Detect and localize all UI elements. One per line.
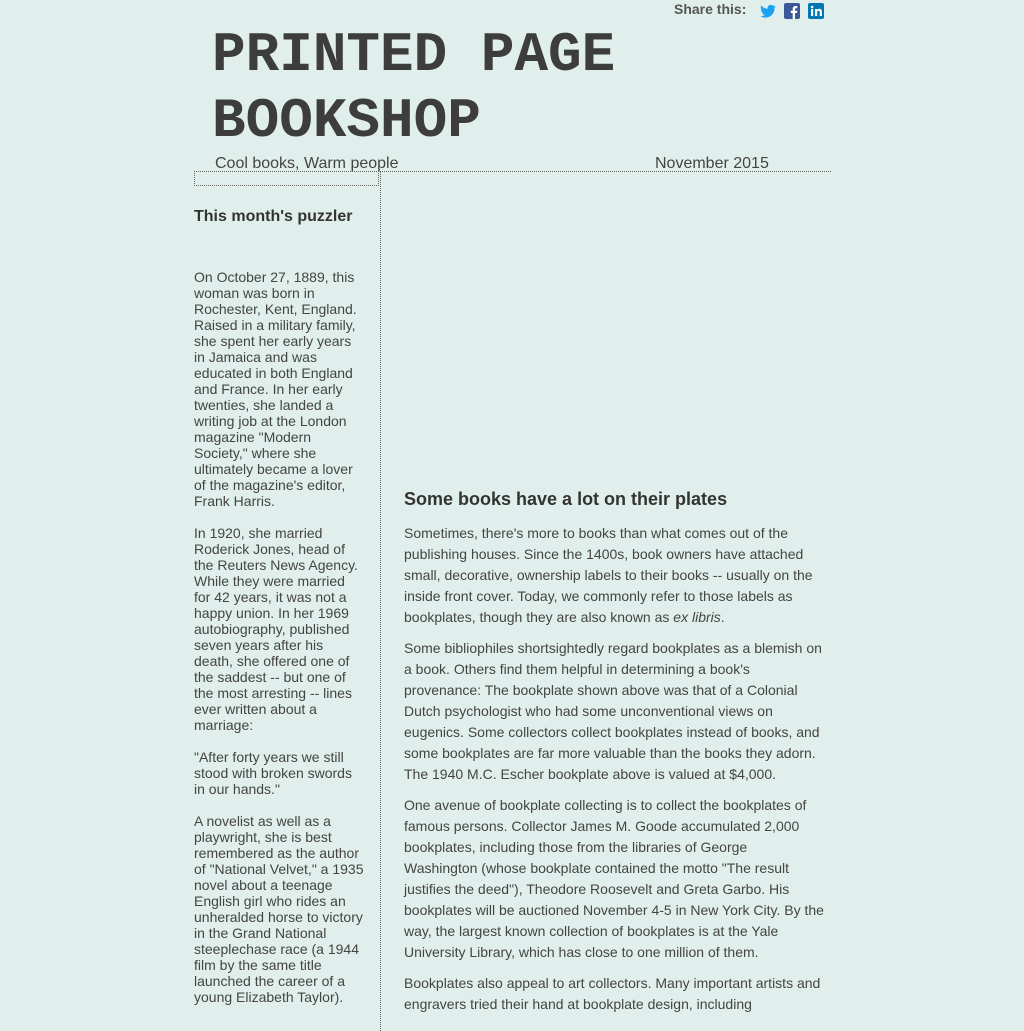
puzzler-paragraph: A novelist as well as a playwright, she is best remembered as the author of "National Velvet," a 1935 novel about a teenage English girl who rides an unheralded horse to victory in the Grand National steeplechase race (a 1944 film by the same title launched the career of a young Elizabeth Taylor). — [194, 813, 364, 1005]
site-title: PRINTED PAGE BOOKSHOP — [212, 23, 649, 153]
issue-date: November 2015 — [655, 155, 769, 172]
article-paragraph — [404, 523, 824, 628]
puzzler-heading: This month's puzzler — [194, 208, 353, 225]
puzzler-quote: "After forty years we still stood with broken swords in our hands." — [194, 749, 352, 797]
sidebar-divider — [380, 171, 381, 1031]
ex-libris-term: ex libris — [673, 609, 721, 625]
share-label: Share this: — [674, 1, 747, 17]
puzzler-paragraph: On October 27, 1889, this woman was born in Rochester, Kent, England. Raised in a military family, she spent her early years in Jamaica and was educated in both England and France. In her early twenties, she landed a writing job at the London magazine "Modern Society," where she ultimately became a lover of the magazine's editor, Frank Harris. — [194, 269, 357, 509]
article-paragraph: One avenue of bookplate collecting is to collect the bookplates of famous persons. Collector James M. Goode accumulated 2,000 bookplates, including those from the libraries of George Washington (whose bookplate contained the motto "The result justifies the deed"), Theodore Roosevelt and Greta Garbo. His bookplates will be auctioned November 4-5 in New York City. By the way, the largest known collection of bookplates is at the Yale University Library, which has close to one million of them. — [404, 797, 824, 960]
header-divider — [380, 171, 831, 172]
article-paragraph: Some bibliophiles shortsightedly regard bookplates as a blemish on a book. Others find them helpful in determining a book's provenance: The bookplate shown above was that of a Colonial Dutch psychologist who had some unconventional views on eugenics. Some collectors collect bookplates instead of books, and some bookplates are far more valuable than the books they adorn. The 1940 M.C. Escher bookplate above is valued at $4,000. — [404, 640, 822, 782]
sidebar-top-box — [194, 171, 379, 186]
article-heading: Some books have a lot on their plates — [404, 489, 728, 509]
linkedin-icon[interactable] — [808, 3, 824, 19]
twitter-icon[interactable] — [760, 3, 776, 19]
tagline: Cool books, Warm people — [215, 155, 399, 172]
article-text: Sometimes, there's more to books than what comes out of the publishing houses. Since the 1400s, book owners have attached small, decorative, ownership labels to their books -- usually on the inside front cover. Today, we commonly refer to those labels as bookplates, though they are also known as — [404, 525, 813, 625]
article-text: . — [720, 609, 725, 625]
puzzler-paragraph: In 1920, she married Roderick Jones, head of the Reuters News Agency. While they were married for 42 years, it was not a happy union. In her 1969 autobiography, published seven years after his death, she offered one of the saddest -- but one of the most arresting -- lines ever written about a marriage: — [194, 525, 358, 733]
facebook-icon[interactable] — [784, 3, 800, 19]
article-paragraph: Bookplates also appeal to art collectors. Many important artists and engravers tried their hand at bookplate design, including — [404, 975, 821, 1012]
puzzler-sidebar — [194, 207, 364, 1021]
article — [404, 487, 824, 1025]
